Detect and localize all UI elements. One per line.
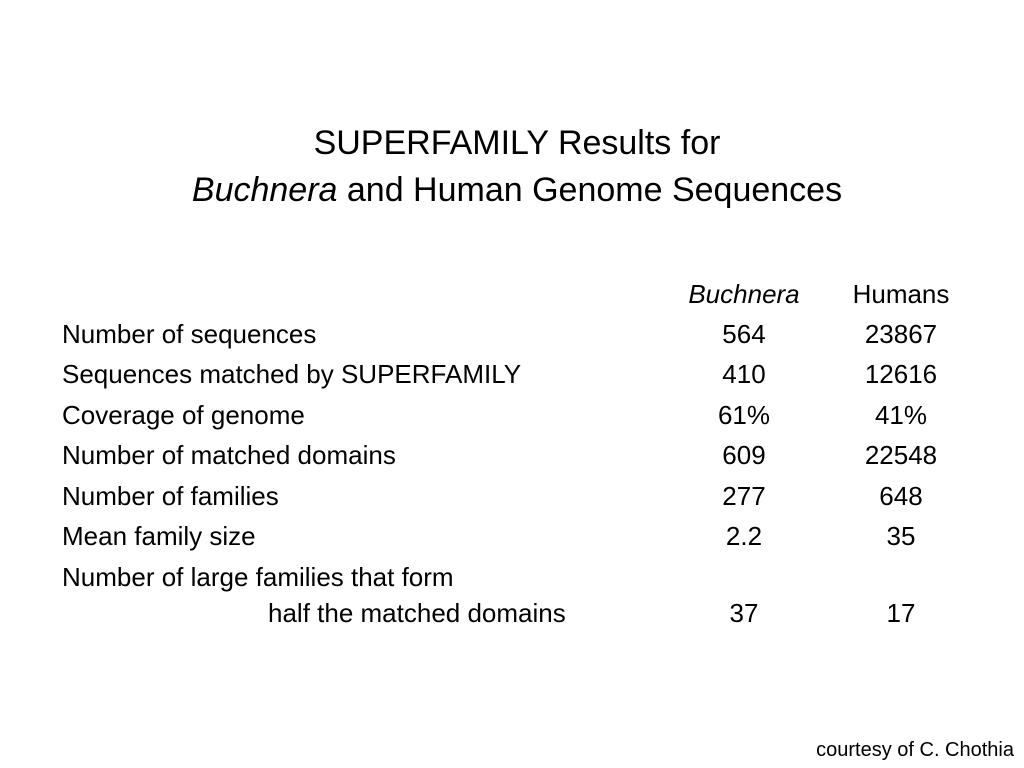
table-row — [0, 518, 1024, 554]
buchnera-value: 61% — [717, 400, 771, 430]
table-row — [0, 316, 1024, 352]
row-label: Mean family size — [62, 521, 256, 551]
buchnera-value: 410 — [722, 359, 766, 389]
humans-value: 22548 — [864, 440, 938, 470]
column-header-humans: Humans — [852, 279, 950, 309]
humans-value: 12616 — [864, 359, 938, 389]
table-row — [0, 397, 1024, 433]
title-line-2 — [0, 167, 1024, 214]
row-label: Number of families — [62, 481, 279, 511]
table-row — [0, 356, 1024, 392]
slide-title — [0, 120, 1024, 214]
buchnera-value: 609 — [722, 440, 766, 470]
table-row — [0, 437, 1024, 473]
table-row — [0, 559, 1024, 631]
humans-value: 17 — [886, 598, 916, 628]
table-row — [0, 478, 1024, 514]
row-label: Number of sequences — [62, 319, 317, 349]
humans-value: 35 — [886, 521, 916, 551]
row-label-line-2: half the matched domains — [268, 598, 566, 628]
humans-value: 648 — [879, 481, 923, 511]
row-label: Sequences matched by SUPERFAMILY — [62, 359, 522, 389]
humans-value: 23867 — [864, 319, 938, 349]
credit-note: courtesy of C. Chothia — [816, 739, 1014, 761]
buchnera-value: 2.2 — [725, 521, 763, 551]
row-label-line-1: Number of large families that form — [62, 562, 454, 592]
row-label: Coverage of genome — [62, 400, 305, 430]
title-organism-name: Buchnera — [191, 171, 338, 209]
buchnera-value: 37 — [729, 598, 759, 628]
humans-value: 41% — [874, 400, 928, 430]
row-label: Number of matched domains — [62, 440, 396, 470]
title-line-2-rest: and Human Genome Sequences — [337, 171, 843, 209]
buchnera-value: 564 — [722, 319, 766, 349]
buchnera-value: 277 — [722, 481, 766, 511]
title-line-1: SUPERFAMILY Results for — [313, 124, 721, 162]
column-header-buchnera: Buchnera — [688, 279, 800, 309]
